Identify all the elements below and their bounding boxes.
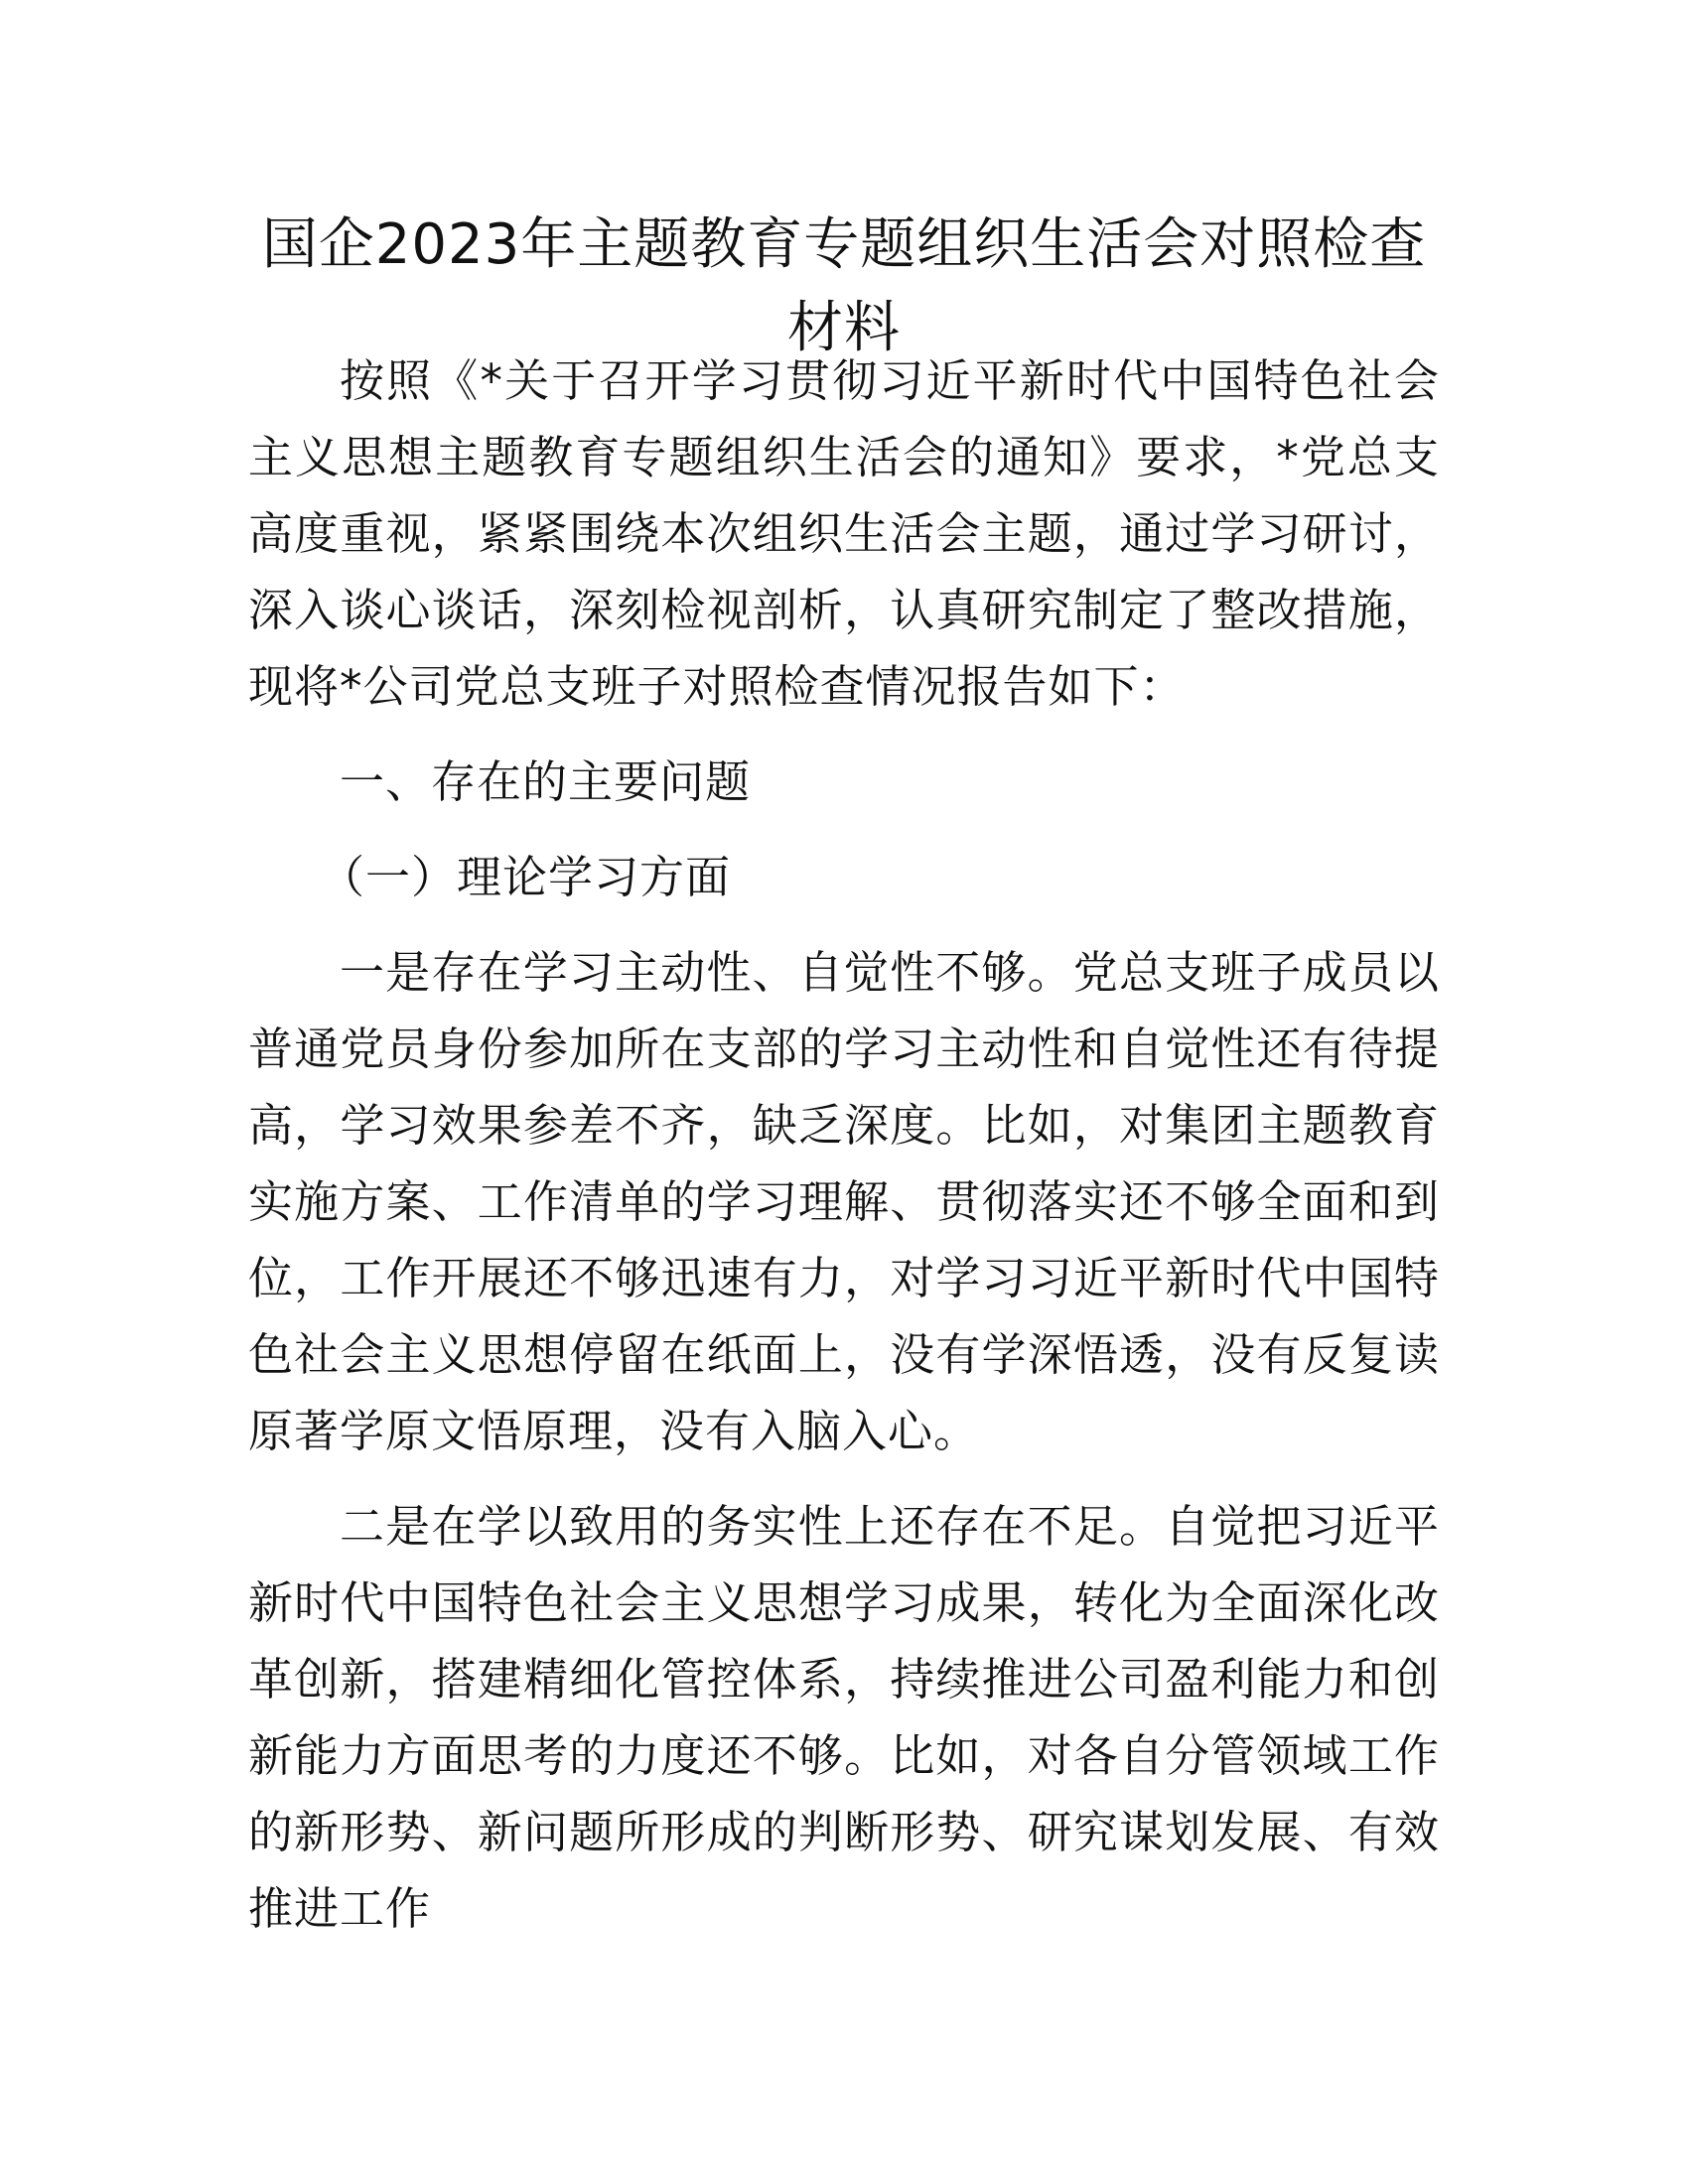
intro-paragraph: 按照《*关于召开学习贯彻习近平新时代中国特色社会主义思想主题教育专题组织生活会的通知》要求，*党总支高度重视，紧紧围绕本次组织生活会主题，通过学习研讨，深入谈心谈话，深刻检视剖析，认真研究制定了整改措施，现将*公司党总支班子对照检查情况报告如下： [248,354,1440,713]
section-heading-problems: 一、存在的主要问题 [340,755,752,808]
point-one-paragraph: 一是存在学习主动性、自觉性不够。党总支班子成员以普通党员身份参加所在支部的学习主动性和自觉性还有待提高，学习效果参差不齐，缺乏深度。比如，对集团主题教育实施方案、工作清单的学习理解、贯彻落实还不够全面和到位，工作开展还不够迅速有力，对学习习近平新时代中国特色社会主义思想停留在纸面上，没有学深悟透，没有反复读原著学原文悟原理，没有入脑入心。 [248,946,1440,1457]
subsection-heading-theory-study: （一）理论学习方面 [320,851,732,903]
point-two-paragraph: 二是在学以致用的务实性上还存在不足。自觉把习近平新时代中国特色社会主义思想学习成果，转化为全面深化改革创新，搭建精细化管控体系，持续推进公司盈利能力和创新能力方面思考的力度还不够。比如，对各自分管领域工作的新形势、新问题所形成的判断形势、研究谋划发展、有效推进工作 [248,1500,1440,1935]
document-body [248,342,1440,1947]
document-title: 国企2023年主题教育专题组织生活会对照检查材料 [261,212,1427,360]
